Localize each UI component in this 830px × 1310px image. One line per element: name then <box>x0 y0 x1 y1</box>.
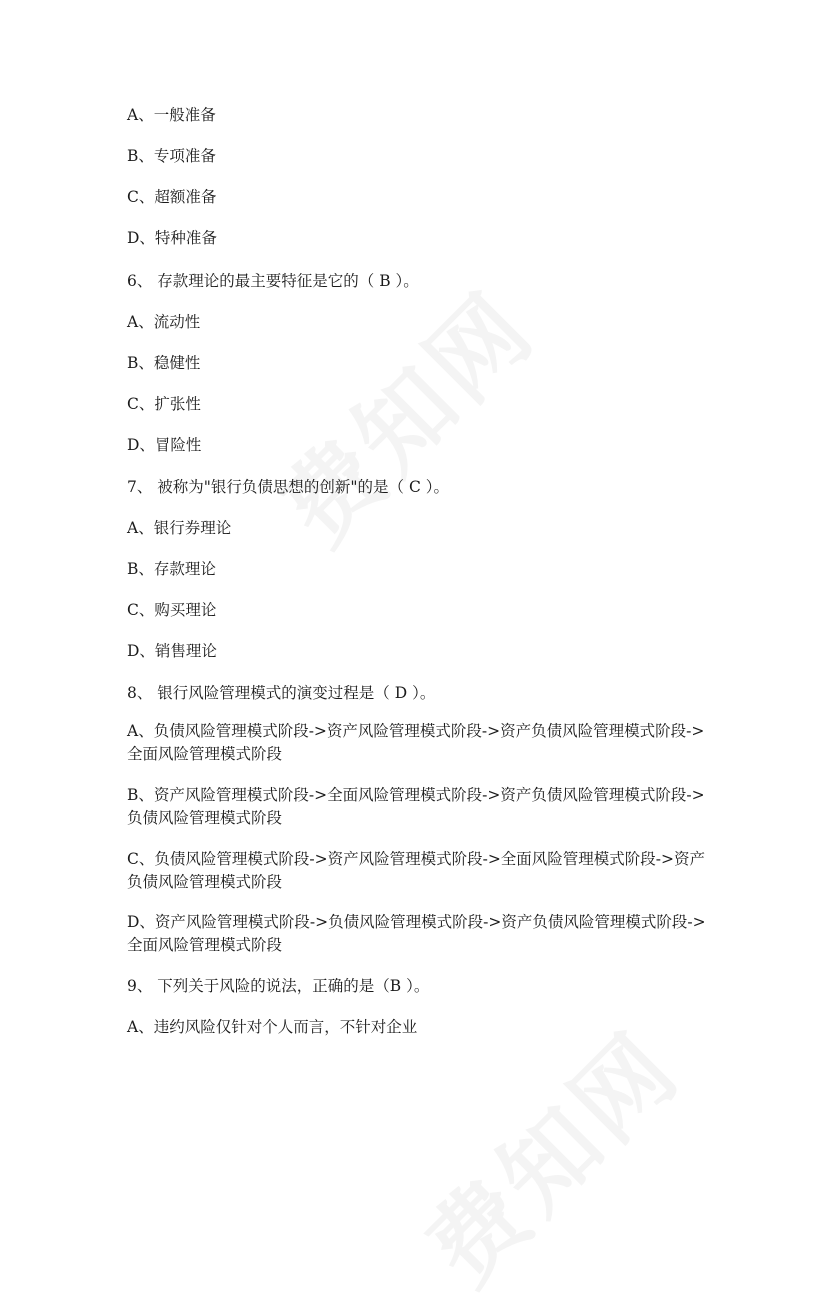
option-line: B、稳健性 <box>127 354 201 372</box>
option-line: A、流动性 <box>127 313 201 331</box>
option-line: C、负债风险管理模式阶段->资产风险管理模式阶段->全面风险管理模式阶段->资产负债风险管理模式阶段 <box>127 850 706 891</box>
option-line: D、资产风险管理模式阶段->负债风险管理模式阶段->资产负债风险管理模式阶段->全面风险管理模式阶段 <box>127 913 706 954</box>
option-line: A、负债风险管理模式阶段->资产风险管理模式阶段->资产负债风险管理模式阶段->全面风险管理模式阶段 <box>127 722 705 763</box>
option-line: B、专项准备 <box>127 147 216 165</box>
option-line: C、购买理论 <box>127 601 217 619</box>
question-line: 7、 被称为"银行负债思想的创新"的是（ C ）。 <box>127 478 450 496</box>
option-line: D、特种准备 <box>127 229 217 247</box>
option-line: B、存款理论 <box>127 560 216 578</box>
option-line: A、违约风险仅针对个人而言，不针对企业 <box>127 1018 418 1036</box>
question-line: 8、 银行风险管理模式的演变过程是（ D ）。 <box>127 684 436 702</box>
option-line: C、超额准备 <box>127 188 217 206</box>
option-line: B、资产风险管理模式阶段->全面风险管理模式阶段->资产负债风险管理模式阶段->负债风险管理模式阶段 <box>127 786 705 827</box>
option-line: A、一般准备 <box>127 106 216 124</box>
question-line: 9、 下列关于风险的说法，正确的是（B ）。 <box>127 977 430 995</box>
option-line: D、冒险性 <box>127 436 202 454</box>
option-line: D、销售理论 <box>127 642 217 660</box>
question-line: 6、 存款理论的最主要特征是它的（ B ）。 <box>127 272 419 290</box>
option-line: C、扩张性 <box>127 395 201 413</box>
option-line: A、银行券理论 <box>127 519 232 537</box>
watermark <box>391 997 704 1310</box>
